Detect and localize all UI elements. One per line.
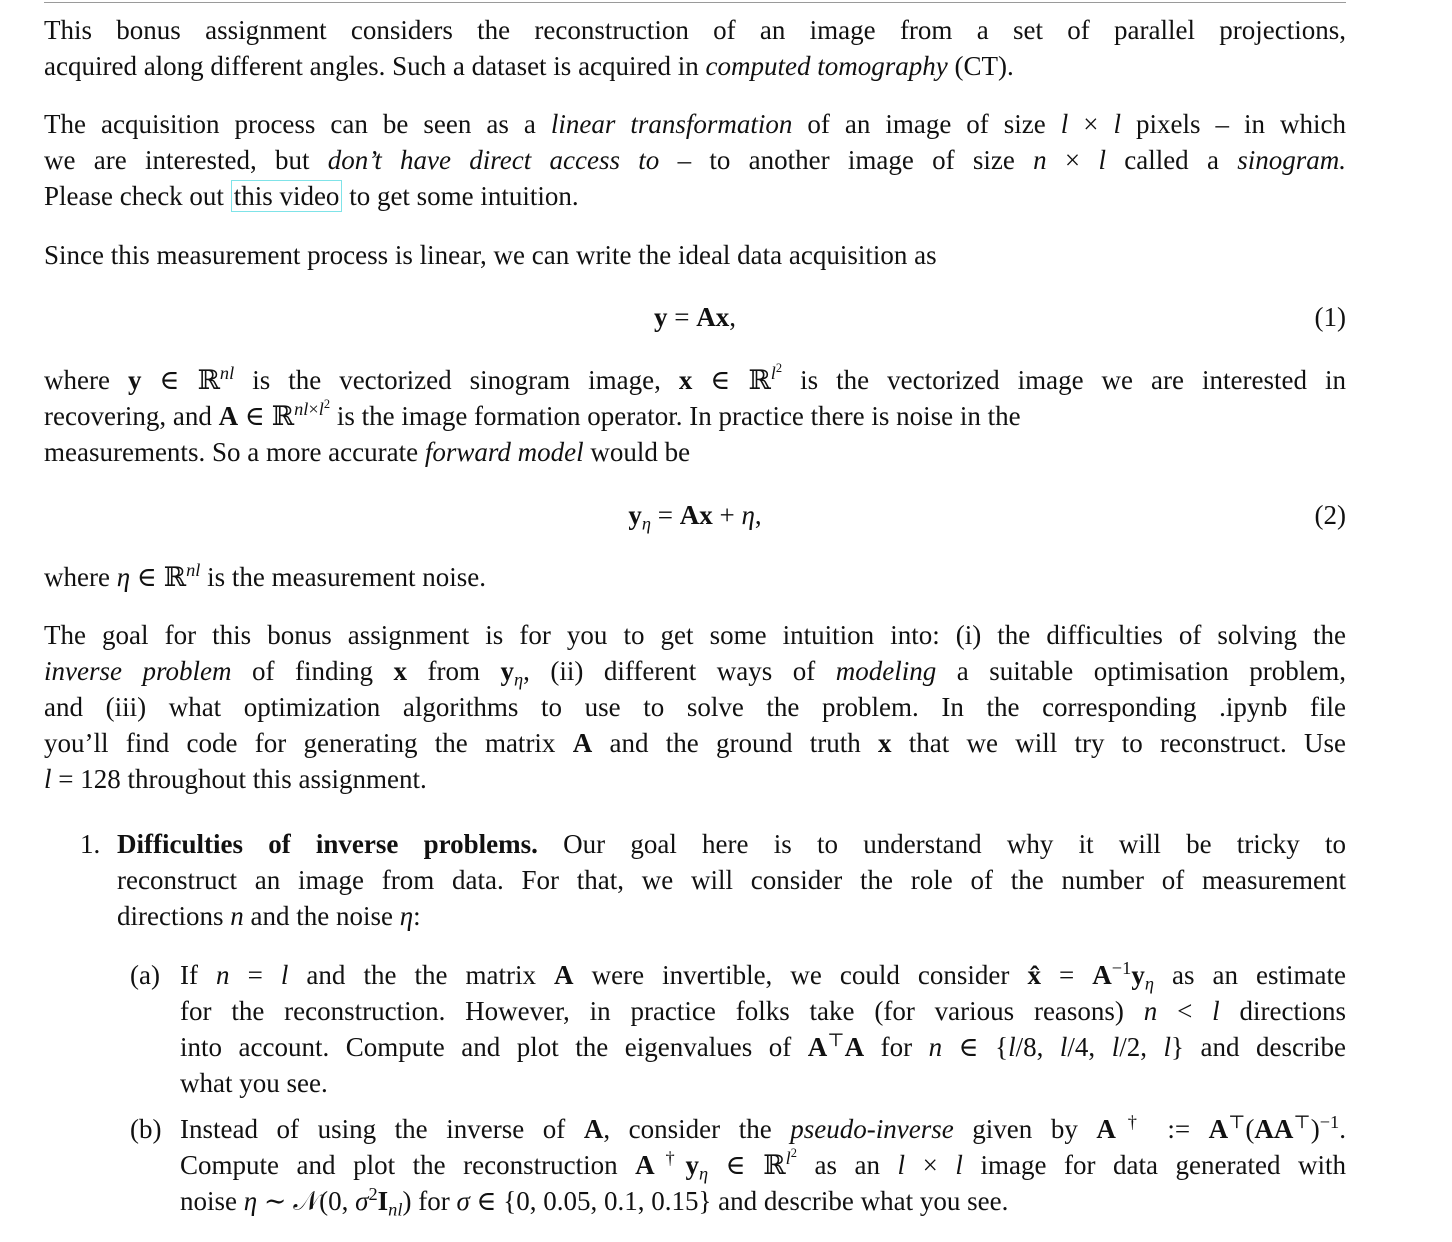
where1-line-3: measurements. So a more accurate forward model would be	[44, 437, 691, 467]
equation-2: $y_\eta = Ax + \eta$, (2)	[44, 497, 1346, 533]
item1a-line-3: into account. Compute and plot the eigenvalues of A⊤A for n ∈ {l/8, l/4, l/2, l} and describe	[180, 1029, 1346, 1062]
equation-2-number: (2)	[1314, 500, 1346, 530]
item1a-line-2: for the reconstruction. However, in practice folks take (for various reasons) n < l directions	[180, 996, 1346, 1026]
item1-line-3: directions n and the noise η:	[117, 901, 421, 931]
acquisition-line-3: Please check out this video to get some intuition.	[44, 181, 579, 211]
acquisition-line-1: The acquisition process can be seen as a linear transformation of an image of size l × l pixels – in which	[44, 109, 1347, 139]
equation-1: y = Ax, (1)	[44, 299, 1346, 335]
where1-line-2: recovering, and A ∈ ℝ$^{nl\times l^2}$ is the image formation operator. In practice there is noise in the	[44, 397, 1021, 431]
item1a-label: (a)	[130, 960, 160, 990]
goal-line-2: inverse problem of finding x from $y_\eta$, (ii) different ways of modeling a suitable optimisation problem,	[44, 656, 1346, 690]
linear-line: Since this measurement process is linear, we can write the ideal data acquisition as	[44, 240, 937, 270]
top-rule	[44, 2, 1346, 3]
goal-line-3: and (iii) what optimization algorithms to use to solve the problem. In the corresponding .ipynb file	[44, 692, 1346, 722]
item1-label: 1.	[80, 829, 101, 859]
equation-1-number: (1)	[1314, 302, 1346, 332]
item1-line-2: reconstruct an image from data. For that, we will consider the role of the number of measurement	[117, 865, 1346, 895]
goal-line-1: The goal for this bonus assignment is for you to get some intuition into: (i) the difficulties of solving the	[44, 620, 1346, 650]
item1b-label: (b)	[130, 1114, 162, 1144]
where1-line-1: where y ∈ ℝ$^{nl}$ is the vectorized sinogram image, x ∈ ℝ$^{l^2}$ is the vectorized image we are interested in	[44, 361, 1346, 395]
goal-line-5: l = 128 throughout this assignment.	[44, 764, 427, 794]
item1b-line-3: noise η ∼ 𝒩(0, $\sigma^2I_{nl}$) for σ ∈ {0, 0.05, 0.1, 0.15} and describe what you see.	[180, 1183, 1009, 1220]
intro-line-1: This bonus assignment considers the reconstruction of an image from a set of parallel projections,	[44, 15, 1346, 45]
item1-line-1: Difficulties of inverse problems. Our goal here is to understand why it will be tricky to	[117, 829, 1346, 859]
video-link[interactable]: this video	[231, 180, 343, 212]
item1a-line-1: If n = l and the the matrix A were invertible, we could consider x̂ = $A^{-1}y_\eta$ as an estimate	[180, 957, 1346, 994]
goal-line-4: you’ll find code for generating the matrix A and the ground truth x that we will try to reconstruct. Use	[44, 728, 1346, 758]
acquisition-line-2: we are interested, but don’t have direct access to – to another image of size n × l called a sinogram.	[44, 145, 1346, 175]
item1b-line-2: Compute and plot the reconstruction $A^\dagger y_\eta$ ∈ ℝ$^{l^2}$ as an l × l image for data generated with	[180, 1146, 1346, 1184]
intro-line-2: acquired along different angles. Such a dataset is acquired in computed tomography (CT).	[44, 51, 1014, 81]
item1b-line-1: Instead of using the inverse of A, consider the pseudo-inverse given by A† := $A^⊤(AA^⊤)^{-1}$.	[180, 1111, 1346, 1144]
item1a-line-4: what you see.	[180, 1068, 328, 1098]
where2-line: where η ∈ ℝ$^{nl}$ is the measurement noise.	[44, 559, 487, 592]
